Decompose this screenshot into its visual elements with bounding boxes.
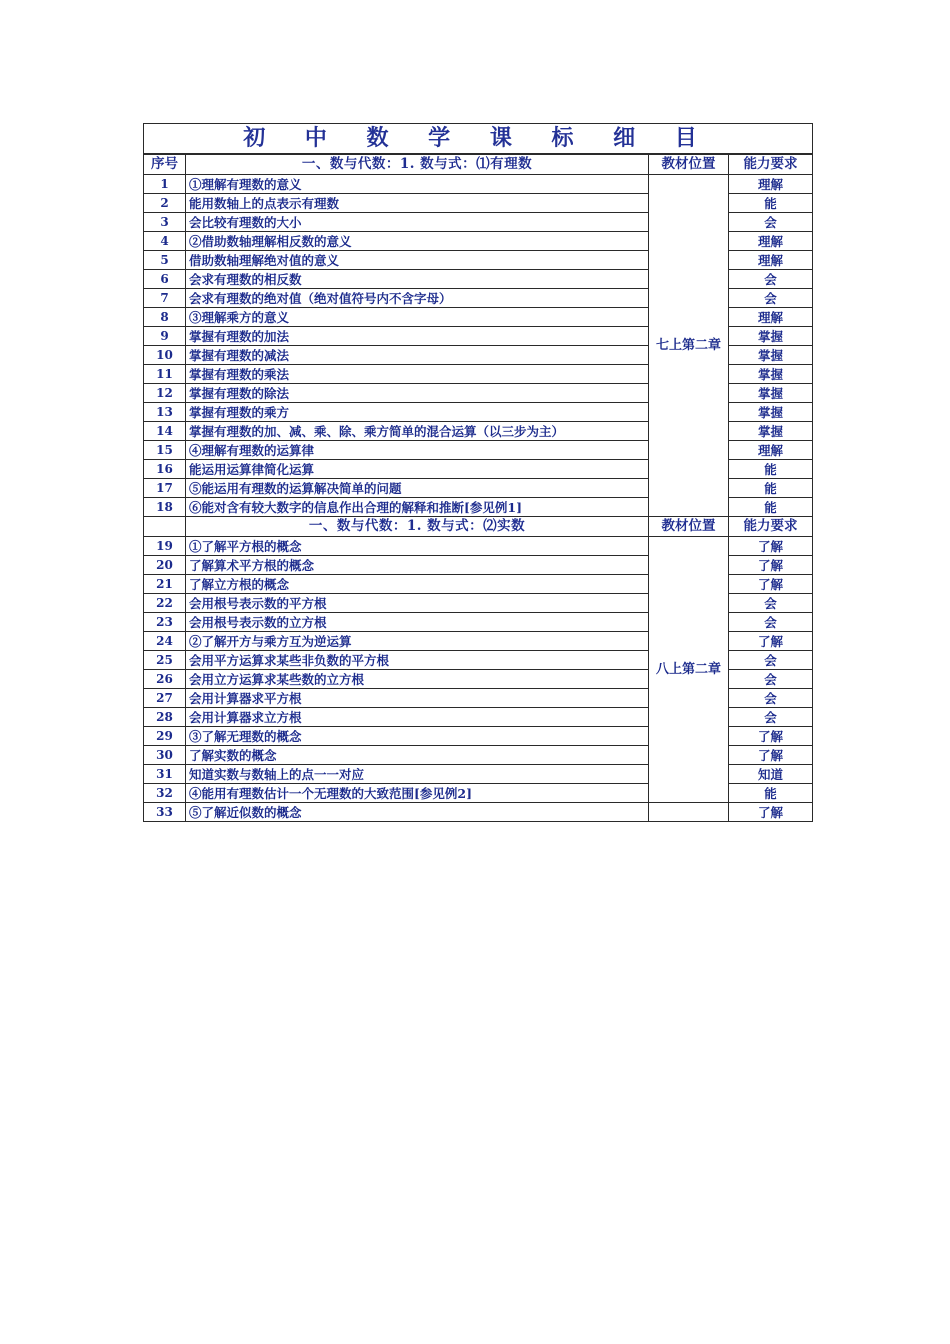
ability-level: 了解	[729, 575, 813, 594]
row-number: 28	[144, 708, 186, 727]
row-number: 27	[144, 689, 186, 708]
table-title: 初 中 数 学 课 标 细 目	[144, 124, 813, 155]
row-content: ⑤了解近似数的概念	[186, 803, 649, 822]
table-row	[144, 537, 813, 556]
table-row	[144, 175, 813, 194]
row-content: 会求有理数的相反数	[186, 270, 649, 289]
section-header-row	[144, 517, 813, 537]
row-number: 21	[144, 575, 186, 594]
row-number: 32	[144, 784, 186, 803]
row-content: 会用根号表示数的平方根	[186, 594, 649, 613]
row-content: 会求有理数的绝对值（绝对值符号内不含字母）	[186, 289, 649, 308]
ability-level: 了解	[729, 632, 813, 651]
textbook-position: 七上第二章	[649, 175, 729, 517]
row-content: ④理解有理数的运算律	[186, 441, 649, 460]
row-content: ④能用有理数估计一个无理数的大致范围[参见例2]	[186, 784, 649, 803]
row-number: 5	[144, 251, 186, 270]
row-content: 会用计算器求平方根	[186, 689, 649, 708]
title-row	[144, 124, 813, 155]
row-number: 26	[144, 670, 186, 689]
row-number: 3	[144, 213, 186, 232]
row-number: 8	[144, 308, 186, 327]
col-num-header	[144, 517, 186, 537]
ability-level: 掌握	[729, 403, 813, 422]
row-number: 31	[144, 765, 186, 784]
row-content: 了解算术平方根的概念	[186, 556, 649, 575]
row-number: 10	[144, 346, 186, 365]
row-content: 了解立方根的概念	[186, 575, 649, 594]
section-heading: 一、数与代数：1. 数与式：⑵实数	[186, 517, 649, 537]
ability-level: 掌握	[729, 346, 813, 365]
row-content: ②了解开方与乘方互为逆运算	[186, 632, 649, 651]
row-content: 掌握有理数的乘法	[186, 365, 649, 384]
row-number: 19	[144, 537, 186, 556]
row-number: 12	[144, 384, 186, 403]
row-content: 会用计算器求立方根	[186, 708, 649, 727]
row-number: 9	[144, 327, 186, 346]
row-number: 23	[144, 613, 186, 632]
row-content: ⑥能对含有较大数字的信息作出合理的解释和推断[参见例1]	[186, 498, 649, 517]
col-position-header: 教材位置	[649, 517, 729, 537]
ability-level: 能	[729, 498, 813, 517]
row-content: ①理解有理数的意义	[186, 175, 649, 194]
row-content: 知道实数与数轴上的点一一对应	[186, 765, 649, 784]
ability-level: 理解	[729, 308, 813, 327]
row-number: 11	[144, 365, 186, 384]
row-content: 掌握有理数的除法	[186, 384, 649, 403]
row-content: ③了解无理数的概念	[186, 727, 649, 746]
row-number: 13	[144, 403, 186, 422]
ability-level: 会	[729, 651, 813, 670]
section-header-row	[144, 154, 813, 175]
ability-level: 掌握	[729, 384, 813, 403]
row-number: 24	[144, 632, 186, 651]
row-content: 掌握有理数的加、减、乘、除、乘方简单的混合运算（以三步为主）	[186, 422, 649, 441]
ability-level: 知道	[729, 765, 813, 784]
row-content: 掌握有理数的乘方	[186, 403, 649, 422]
ability-level: 会	[729, 689, 813, 708]
row-number: 14	[144, 422, 186, 441]
ability-level: 理解	[729, 251, 813, 270]
row-content: ③理解乘方的意义	[186, 308, 649, 327]
row-content: 借助数轴理解绝对值的意义	[186, 251, 649, 270]
row-number: 18	[144, 498, 186, 517]
ability-level: 会	[729, 289, 813, 308]
row-content: 能运用运算律简化运算	[186, 460, 649, 479]
ability-level: 掌握	[729, 365, 813, 384]
textbook-position: 八上第二章	[649, 537, 729, 803]
col-num-header: 序号	[144, 154, 186, 175]
row-content: 会用平方运算求某些非负数的平方根	[186, 651, 649, 670]
row-number: 15	[144, 441, 186, 460]
row-number: 20	[144, 556, 186, 575]
col-level-header: 能力要求	[729, 154, 813, 175]
row-number: 4	[144, 232, 186, 251]
row-number: 22	[144, 594, 186, 613]
col-level-header: 能力要求	[729, 517, 813, 537]
row-content: 会比较有理数的大小	[186, 213, 649, 232]
row-number: 6	[144, 270, 186, 289]
ability-level: 了解	[729, 727, 813, 746]
col-position-header: 教材位置	[649, 154, 729, 175]
row-content: 能用数轴上的点表示有理数	[186, 194, 649, 213]
ability-level: 了解	[729, 556, 813, 575]
section-heading: 一、数与代数：1. 数与式：⑴有理数	[186, 154, 649, 175]
row-number: 1	[144, 175, 186, 194]
ability-level: 会	[729, 270, 813, 289]
ability-level: 能	[729, 194, 813, 213]
ability-level: 会	[729, 613, 813, 632]
row-content: ①了解平方根的概念	[186, 537, 649, 556]
ability-level: 能	[729, 460, 813, 479]
ability-level: 会	[729, 594, 813, 613]
row-number: 29	[144, 727, 186, 746]
ability-level: 掌握	[729, 422, 813, 441]
ability-level: 能	[729, 479, 813, 498]
ability-level: 掌握	[729, 327, 813, 346]
row-number: 30	[144, 746, 186, 765]
ability-level: 了解	[729, 803, 813, 822]
row-content: 掌握有理数的加法	[186, 327, 649, 346]
row-number: 25	[144, 651, 186, 670]
row-content: ②借助数轴理解相反数的意义	[186, 232, 649, 251]
row-number: 16	[144, 460, 186, 479]
row-number: 2	[144, 194, 186, 213]
row-content: ⑤能运用有理数的运算解决简单的问题	[186, 479, 649, 498]
row-number: 17	[144, 479, 186, 498]
ability-level: 会	[729, 708, 813, 727]
ability-level: 了解	[729, 746, 813, 765]
ability-level: 理解	[729, 175, 813, 194]
ability-level: 能	[729, 784, 813, 803]
row-number: 7	[144, 289, 186, 308]
curriculum-table	[143, 123, 813, 822]
ability-level: 会	[729, 213, 813, 232]
row-content: 会用根号表示数的立方根	[186, 613, 649, 632]
ability-level: 理解	[729, 441, 813, 460]
ability-level: 理解	[729, 232, 813, 251]
row-content: 掌握有理数的减法	[186, 346, 649, 365]
table-row	[144, 803, 813, 822]
ability-level: 了解	[729, 537, 813, 556]
row-content: 会用立方运算求某些数的立方根	[186, 670, 649, 689]
row-content: 了解实数的概念	[186, 746, 649, 765]
ability-level: 会	[729, 670, 813, 689]
textbook-position	[649, 803, 729, 822]
row-number: 33	[144, 803, 186, 822]
